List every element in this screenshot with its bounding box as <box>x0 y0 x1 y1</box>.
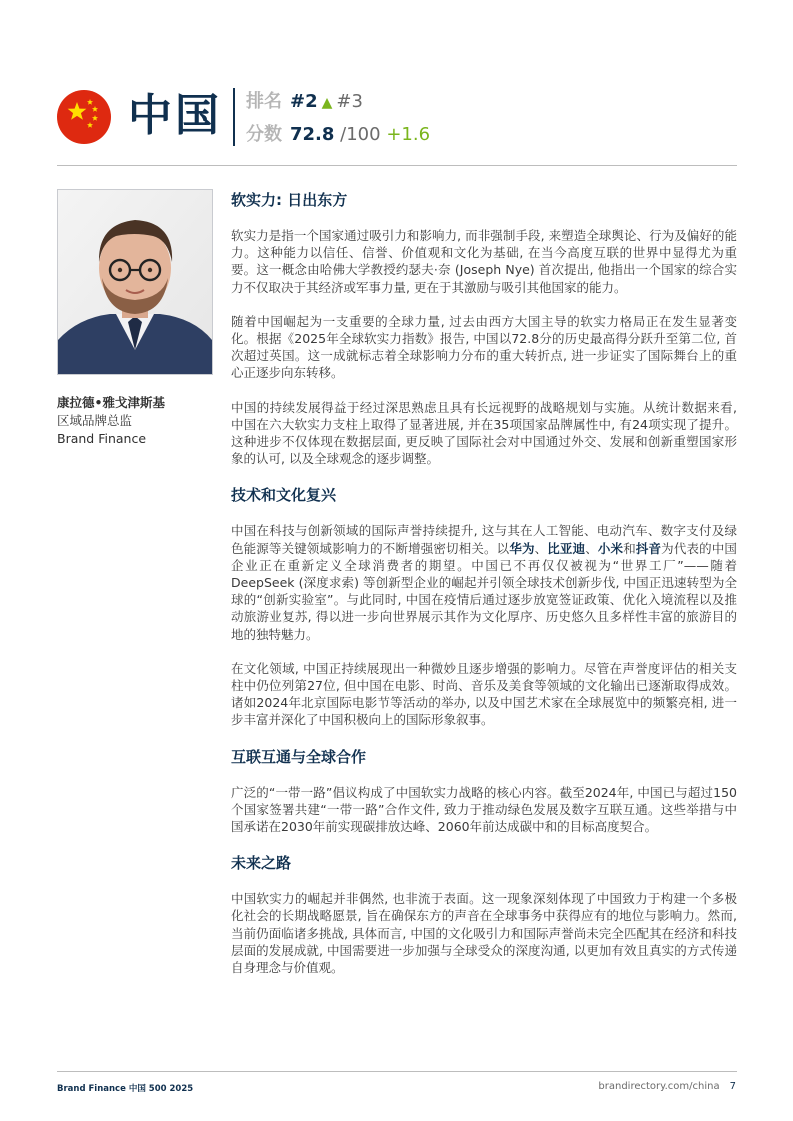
paragraph-text: 和 <box>623 540 636 556</box>
paragraph-text: 、 <box>585 540 598 556</box>
section-heading: 软实力: 日出东方 <box>231 191 348 209</box>
footer-url[interactable]: brandirectory.com/china <box>598 1081 720 1092</box>
paragraph <box>231 522 737 642</box>
paragraph: 广泛的“一带一路”倡议构成了中国软实力战略的核心内容。截至2024年, 中国已与超过150个国家签署共建“一带一路”合作文件, 致力于推动绿色发展及数字互联互通。这些举措与中国承诺在2030年前实现碳排放达峰、2060年前达成碳中和的目标高度契合。 <box>231 784 737 835</box>
brand-douyin: 抖音 <box>635 540 662 556</box>
header-divider <box>233 88 235 146</box>
rank-row <box>246 90 363 115</box>
paragraph: 中国软实力的崛起并非偶然, 也非流于表面。这一现象深刻体现了中国致力于构建一个多极化社会的长期战略愿景, 旨在确保东方的声音在全球事务中获得应有的地位与影响力。然而, 当前仍面临诸多挑战, 具体而言, 中国的文化吸引力和国际声誉尚未完全匹配其在经济和科技层面的发展成就, 中国需要进一步加强与全球受众的深度沟通, 以更加有效且真实的方式传递自身理念与价值观。 <box>231 891 737 976</box>
paragraph: 软实力是指一个国家通过吸引力和影响力, 而非强制手段, 来塑造全球舆论、行为及偏好的能力。这种能力以信任、信誉、价值观和文化为基础, 在当今高度互联的世界中显得尤为重要。这一概念由哈佛大学教授约瑟夫·奈 (Joseph Nye) 首次提出, 他指出一个国家的综合实力不仅取决于其经济或军事力量, 更在于其激励与吸引其他国家的能力。 <box>231 228 737 295</box>
page-number: 7 <box>729 1081 736 1092</box>
rank-up-arrow-icon: ▲ <box>321 95 333 111</box>
footer-right <box>598 1081 736 1092</box>
paragraph-text: 中国在科技与创新领域的国际声誉持续提升, 这与其在人工智能、电动汽车、数字支付及绿色能源等关键领域影响力的不断增强密切相关。以 <box>231 523 737 556</box>
score-max: /100 <box>340 124 381 145</box>
country-title: 中国 <box>128 90 222 141</box>
author-photo <box>57 189 213 375</box>
article-body <box>231 189 737 993</box>
brand-byd: 比亚迪 <box>547 540 586 556</box>
rank-value: #2 <box>290 91 318 112</box>
brand-huawei: 华为 <box>509 540 535 556</box>
paragraph-text: 、 <box>534 540 548 556</box>
score-value: 72.8 <box>290 124 335 145</box>
bottom-divider <box>57 1071 737 1072</box>
rank-label: 排名 <box>246 91 282 112</box>
paragraph: 中国的持续发展得益于经过深思熟虑且具有长远视野的战略规划与实施。从统计数据来看, 中国在六大软实力支柱上取得了显著进展, 并在35项国家品牌属性中, 有24项实现了提升。这种进步不仅体现在数据层面, 更反映了国际社会对中国通过外交、发展和创新重塑国家形象的认可, 以及全球观念的逐步调整。 <box>231 399 737 467</box>
author-title: 区域品牌总监 <box>57 413 133 428</box>
china-flag-icon <box>57 90 111 144</box>
brand-xiaomi: 小米 <box>597 540 624 556</box>
paragraph: 随着中国崛起为一支重要的全球力量, 过去由西方大国主导的软实力格局正在发生显著变化。根据《2025年全球软实力指数》报告, 中国以72.8分的历史最高得分跃升至第二位, 首次超过英国。这一成就标志着全球影响力分布的重大转折点, 进一步证实了国际舞台上的重心正逐步向东转移。 <box>231 313 737 381</box>
paragraph: 在文化领域, 中国正持续展现出一种微妙且逐步增强的影响力。尽管在声誉度评估的相关支柱中仍位列第27位, 但中国在电影、时尚、音乐及美食等领域的文化输出已逐渐取得成效。诸如2024年北京国际电影节等活动的举办, 以及中国艺术家在全球展览中的频繁亮相, 进一步丰富并深化了中国积极向上的国际形象叙事。 <box>231 660 737 728</box>
author-block <box>57 394 217 448</box>
score-change: +1.6 <box>386 124 431 145</box>
score-row <box>246 123 430 147</box>
score-label: 分数 <box>246 124 282 145</box>
section-heading: 未来之路 <box>231 854 292 873</box>
author-org: Brand Finance <box>57 431 147 446</box>
rank-previous: #3 <box>336 91 363 112</box>
section-heading: 互联互通与全球合作 <box>231 747 367 766</box>
top-divider <box>57 165 737 166</box>
paragraph-text: 为代表的中国企业正在重新定义全球消费者的期望。中国已不再仅仅被视为“世界工厂”——随着DeepSeek (深度求索) 等创新型企业的崛起并引领全球技术创新步伐, 中国正迅速转型为全球的“创新实验室”。与此同时, 中国在疫情后通过逐步放宽签证政策、优化入境流程以及推动旅游业复苏, 得以进一步向世界展示其作为文化厚序、历史悠久且多样性丰富的旅游目的地的独特魅力。 <box>231 540 737 642</box>
section-heading: 技术和文化复兴 <box>231 486 337 505</box>
author-name: 康拉德•雅戈津斯基 <box>57 395 165 410</box>
footer-publication: Brand Finance 中国 500 2025 <box>57 1084 194 1094</box>
